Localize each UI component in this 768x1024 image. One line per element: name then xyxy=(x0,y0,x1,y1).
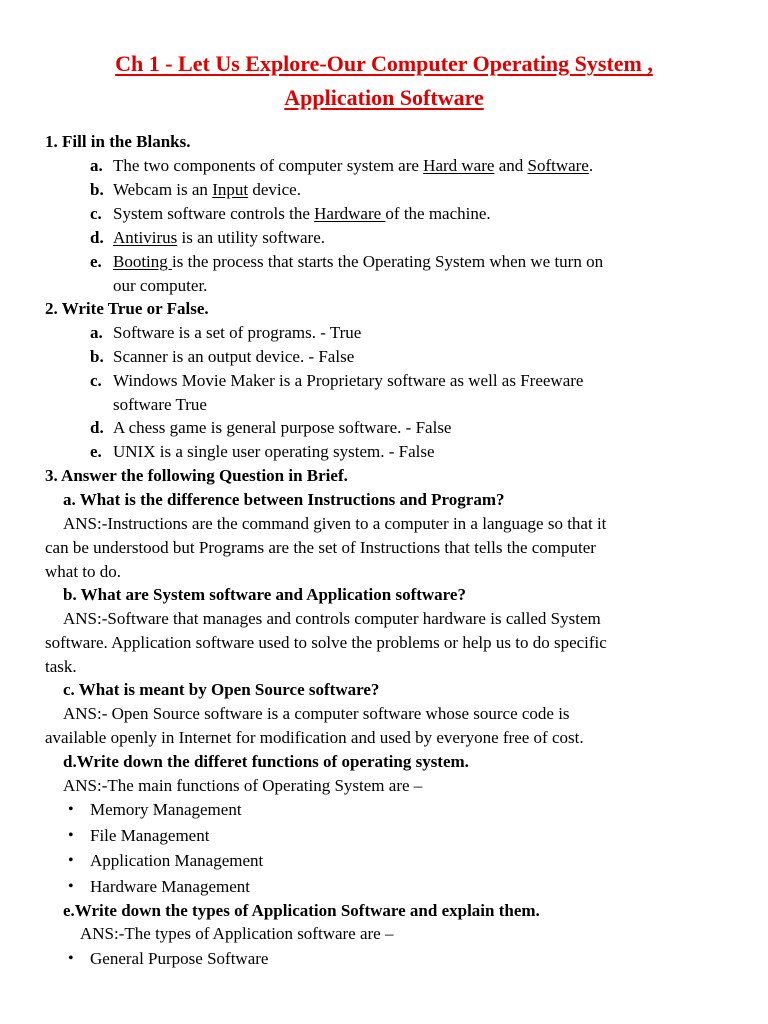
item-marker: e. xyxy=(90,252,102,271)
page-title-line-1: Ch 1 - Let Us Explore-Our Computer Operating System , xyxy=(115,51,653,76)
bullet-item: General Purpose Software xyxy=(90,949,269,968)
item-marker: b. xyxy=(90,347,104,366)
answer-blank: Input xyxy=(212,180,249,199)
bullet-item: File Management xyxy=(90,826,210,845)
section-3-heading: 3. Answer the following Question in Brief. xyxy=(45,466,348,485)
bullet-icon: • xyxy=(68,852,74,869)
item-marker: c. xyxy=(90,371,102,390)
item-marker: a. xyxy=(90,156,103,175)
question-e: e.Write down the types of Application Software and explain them. xyxy=(63,901,540,920)
section-1-heading: 1. Fill in the Blanks. xyxy=(45,132,191,151)
fill-blank-item-d: Antivirus is an utility software. xyxy=(113,228,326,247)
item-marker: d. xyxy=(90,228,104,247)
item-marker: b. xyxy=(90,180,104,199)
section-2-heading: 2. Write True or False. xyxy=(45,299,209,318)
bullet-item: Application Management xyxy=(90,851,264,870)
item-marker: a. xyxy=(90,323,103,342)
true-false-item-c: Windows Movie Maker is a Proprietary software as well as Freeware xyxy=(113,371,584,390)
bullet-item: Hardware Management xyxy=(90,877,251,896)
true-false-item-d: A chess game is general purpose software. - False xyxy=(113,418,452,437)
true-false-item-e: UNIX is a single user operating system. - False xyxy=(113,442,435,461)
bullet-icon: • xyxy=(68,801,74,818)
fill-blank-item-e-continued: our computer. xyxy=(113,276,208,295)
bullet-icon: • xyxy=(68,827,74,844)
item-marker: e. xyxy=(90,442,102,461)
answer-b-line-2: software. Application software used to solve the problems or help us to do specific xyxy=(45,633,607,652)
answer-c-line-2: available openly in Internet for modification and used by everyone free of cost. xyxy=(45,728,584,747)
bullet-icon: • xyxy=(68,878,74,895)
answer-b-line-1: ANS:-Software that manages and controls computer hardware is called System xyxy=(63,609,601,628)
bullet-item: Memory Management xyxy=(90,800,242,819)
answer-b-line-3: task. xyxy=(45,657,77,676)
fill-blank-item-e: Booting is the process that starts the Operating System when we turn on xyxy=(113,252,604,271)
true-false-item-c-continued: software True xyxy=(113,395,207,414)
question-a: a. What is the difference between Instructions and Program? xyxy=(63,490,505,509)
question-d: d.Write down the differet functions of operating system. xyxy=(63,752,469,771)
question-c: c. What is meant by Open Source software? xyxy=(63,680,380,699)
fill-blank-item-c: System software controls the Hardware of the machine. xyxy=(113,204,491,223)
true-false-item-a: Software is a set of programs. - True xyxy=(113,323,362,342)
answer-a-line-2: can be understood but Programs are the set of Instructions that tells the computer xyxy=(45,538,596,557)
answer-blank: Software xyxy=(527,156,589,175)
answer-blank: Hard ware xyxy=(423,156,495,175)
answer-blank: Antivirus xyxy=(113,228,178,247)
answer-c-line-1: ANS:- Open Source software is a computer software whose source code is xyxy=(63,704,570,723)
item-marker: d. xyxy=(90,418,104,437)
page-title-line-2: Application Software xyxy=(284,85,484,110)
fill-blank-item-b: Webcam is an Input device. xyxy=(113,180,301,199)
answer-a-line-1: ANS:-Instructions are the command given to a computer in a language so that it xyxy=(63,514,607,533)
answer-blank: Booting xyxy=(113,252,173,271)
question-b: b. What are System software and Application software? xyxy=(63,585,466,604)
fill-blank-item-a: The two components of computer system are Hard ware and Software. xyxy=(113,156,594,175)
bullet-icon: • xyxy=(68,950,74,967)
item-marker: c. xyxy=(90,204,102,223)
answer-e-intro: ANS:-The types of Application software are – xyxy=(80,924,394,943)
answer-a-line-3: what to do. xyxy=(45,562,122,581)
answer-blank: Hardware xyxy=(314,204,386,223)
answer-d-intro: ANS:-The main functions of Operating System are – xyxy=(63,776,423,795)
true-false-item-b: Scanner is an output device. - False xyxy=(113,347,355,366)
